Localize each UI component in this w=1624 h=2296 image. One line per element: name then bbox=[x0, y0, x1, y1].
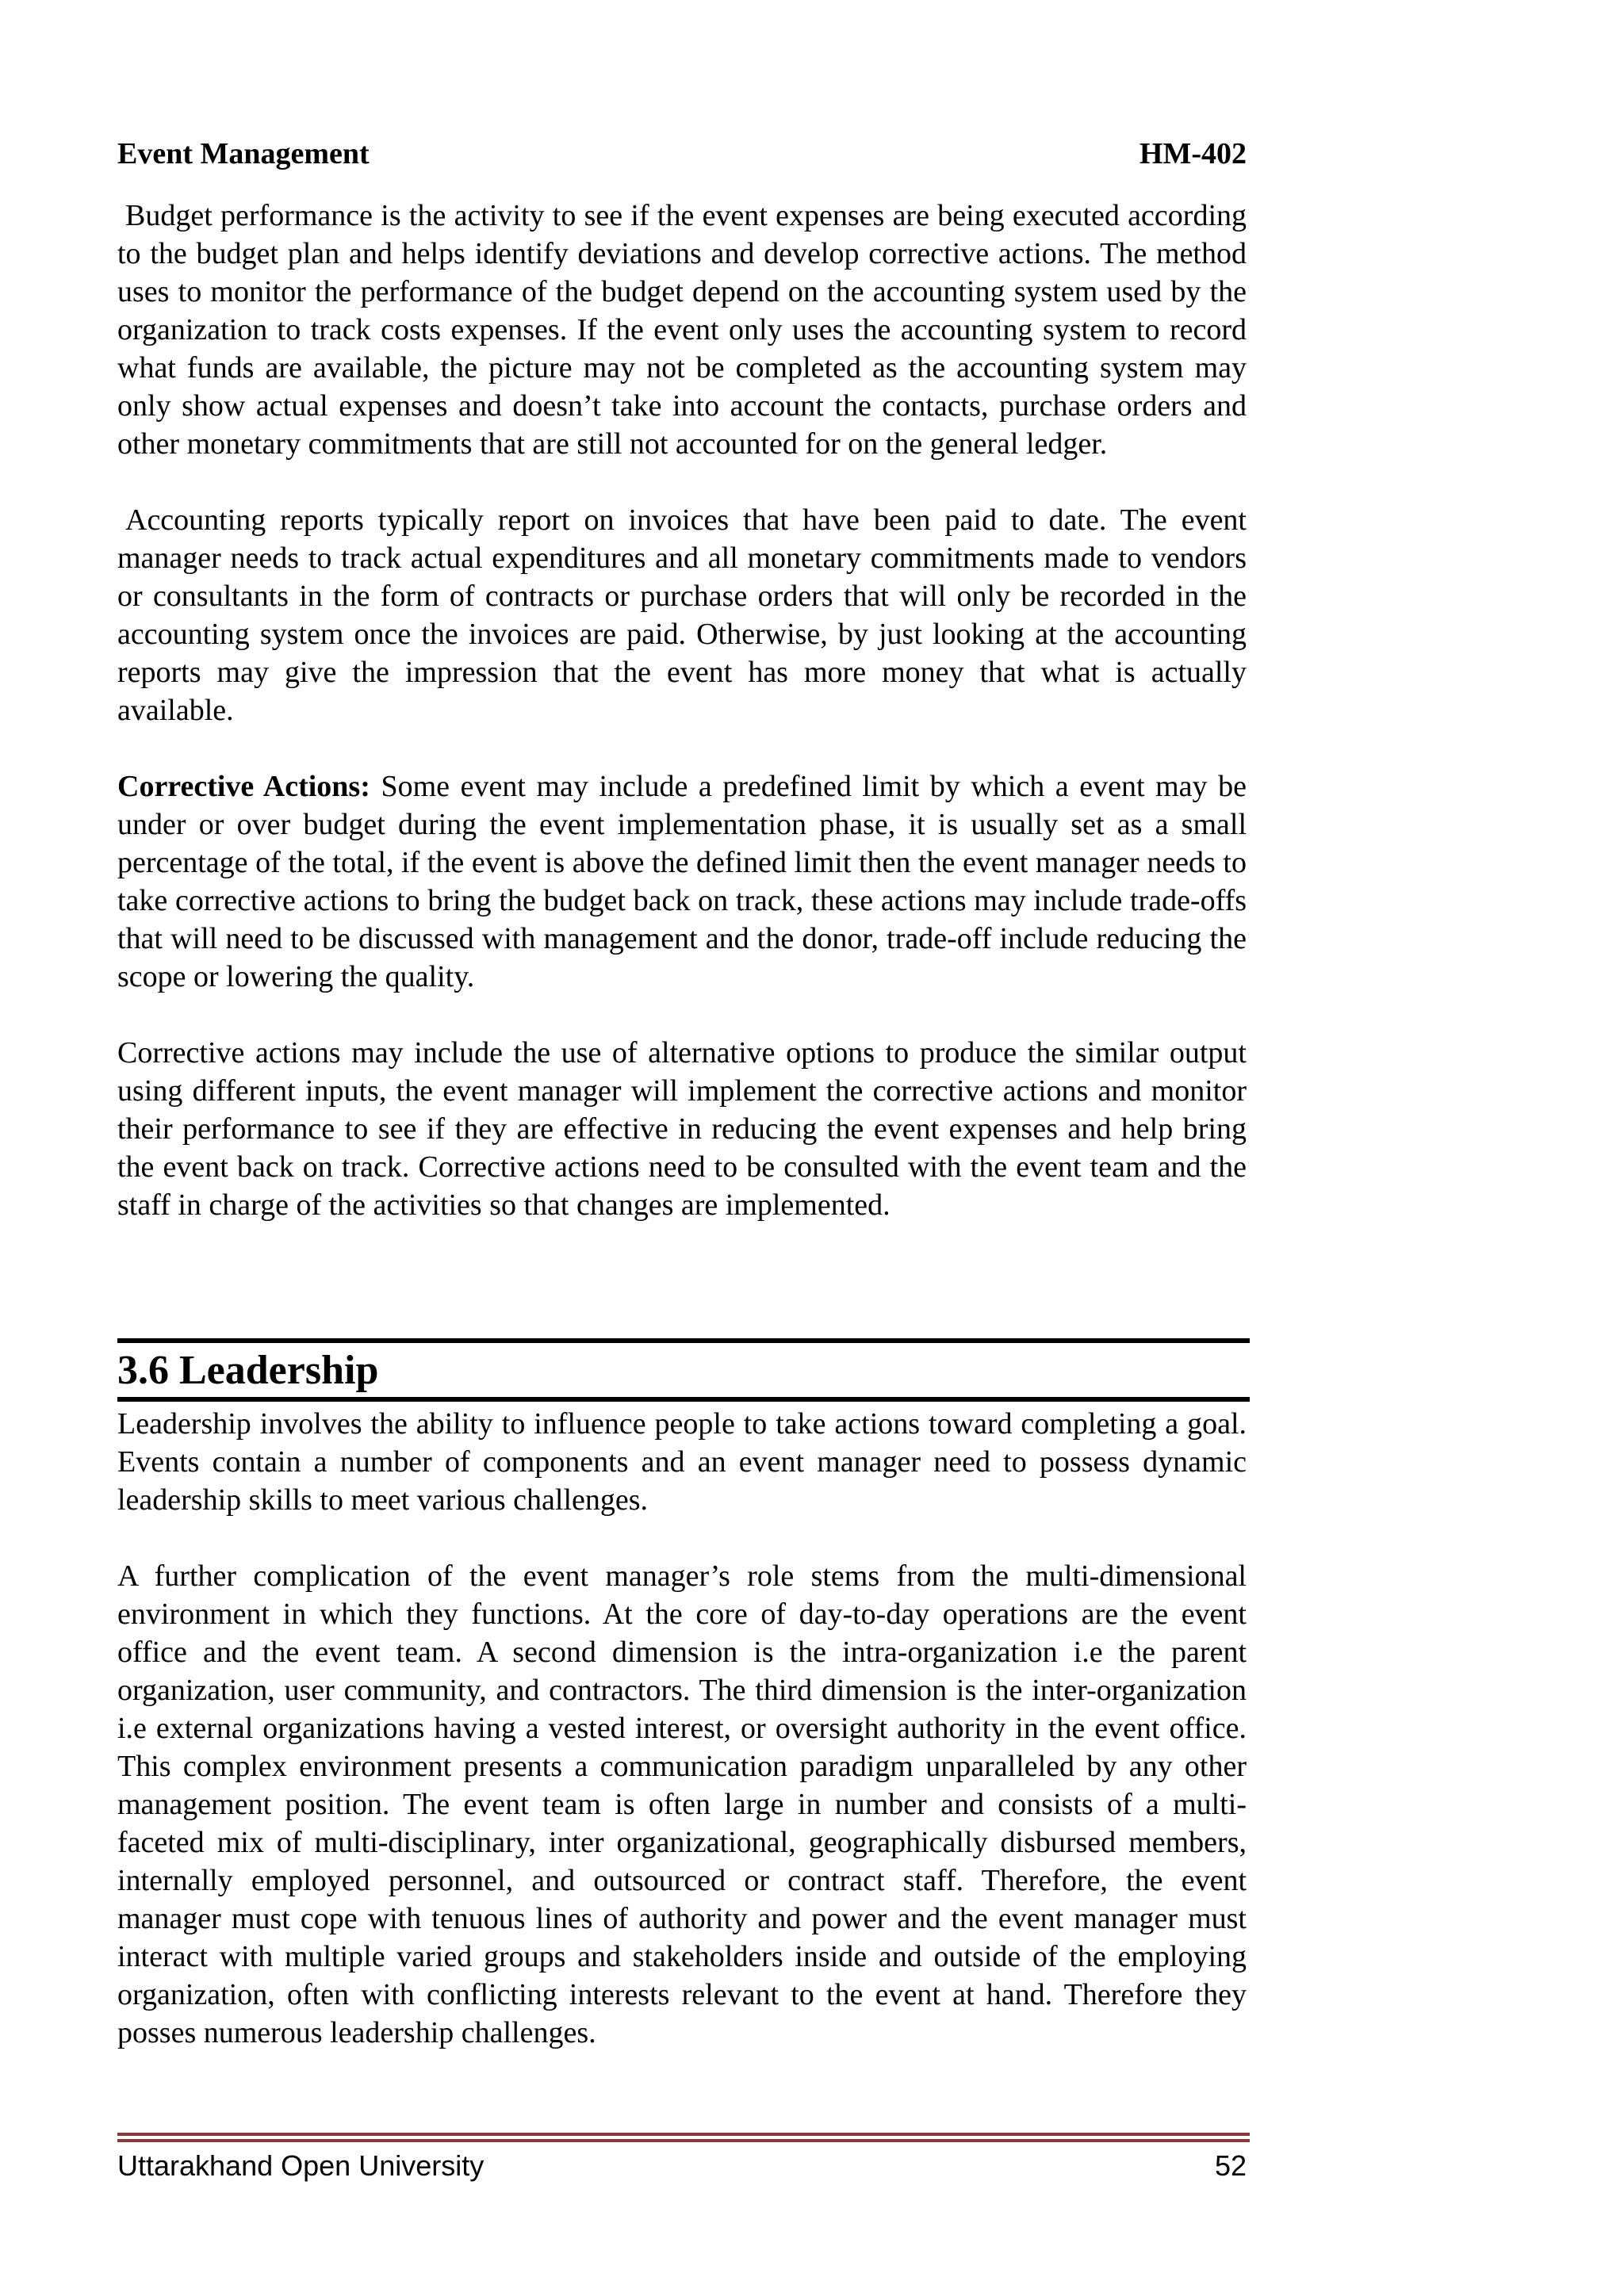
page-header bbox=[117, 135, 1247, 173]
page-number: 52 bbox=[1214, 2149, 1247, 2182]
corrective-actions-label: Corrective Actions: bbox=[117, 770, 370, 803]
body-text-leadership bbox=[117, 1405, 1247, 2052]
course-code: HM-402 bbox=[1139, 137, 1247, 170]
corrective-actions-text: Some event may include a predefined limit by which a event may be under or over budget during the event implementation phase, it is usually set as a small percentage of the total, if the event is above the defined limit then the event manager needs to take corrective actions to bring the budget back on track, these actions may include trade-offs that will need to be discussed with management and the donor, trade-off include reducing the scope or lowering the quality. bbox=[117, 770, 1247, 993]
section-rule-top bbox=[117, 1338, 1250, 1343]
page-footer bbox=[117, 2149, 1247, 2183]
course-title: Event Management bbox=[117, 137, 370, 170]
university-name: Uttarakhand Open University bbox=[117, 2149, 485, 2182]
paragraph-leadership-complication: A further complication of the event manager’s role stems from the multi-dimensional environment in which they functions. At the core of day-to-day operations are the event office and the event team. A second dimension is the intra-organization i.e the parent organization, user community, and contractors. The third dimension is the inter-organization i.e external organizations having a vested interest, or oversight authority in the event office. This complex environment presents a communication paradigm unparalleled by any other management position. The event team is often large in number and consists of a multi-faceted mix of multi-disciplinary, inter organizational, geographically disbursed members, internally employed personnel, and outsourced or contract staff. Therefore, the event manager must cope with tenuous lines of authority and power and the event manager must interact with multiple varied groups and stakeholders inside and outside of the employing organization, often with conflicting interests relevant to the event at hand. Therefore they posses numerous leadership challenges. bbox=[117, 1559, 1247, 2049]
paragraph-leadership-intro: Leadership involves the ability to influence people to take actions toward completing a goal. Events contain a number of components and an event manager need to possess dynamic leadership skills to meet various challenges. bbox=[117, 1407, 1247, 1517]
paragraph-corrective-actions bbox=[117, 767, 1247, 996]
body-text-top bbox=[117, 197, 1247, 1224]
footer-rule bbox=[117, 2133, 1250, 2142]
paragraph-budget-performance: Budget performance is the activity to see if the event expenses are being executed according to the budget plan and helps identify deviations and develop corrective actions. The method uses to monitor the performance of the budget depend on the accounting system used by the organization to track costs expenses. If the event only uses the accounting system to record what funds are available, the picture may not be completed as the accounting system may only show actual expenses and doesn’t take into account the contacts, purchase orders and other monetary commitments that are still not accounted for on the general ledger. bbox=[117, 199, 1247, 461]
section-rule-bottom bbox=[117, 1397, 1250, 1402]
section-title: 3.6 Leadership bbox=[117, 1348, 379, 1393]
paragraph-accounting-reports: Accounting reports typically report on invoices that have been paid to date. The event manager needs to track actual expenditures and all monetary commitments made to vendors or consultants in the form of contracts or purchase orders that will only be recorded in the accounting system once the invoices are paid. Otherwise, by just looking at the accounting reports may give the impression that the event has more money that what is actually available. bbox=[117, 503, 1247, 727]
paragraph-corrective-alternatives: Corrective actions may include the use of alternative options to produce the similar output using different inputs, the event manager will implement the corrective actions and monitor their performance to see if they are effective in reducing the event expenses and help bring the event back on track. Corrective actions need to be consulted with the event team and the staff in charge of the activities so that changes are implemented. bbox=[117, 1036, 1247, 1222]
